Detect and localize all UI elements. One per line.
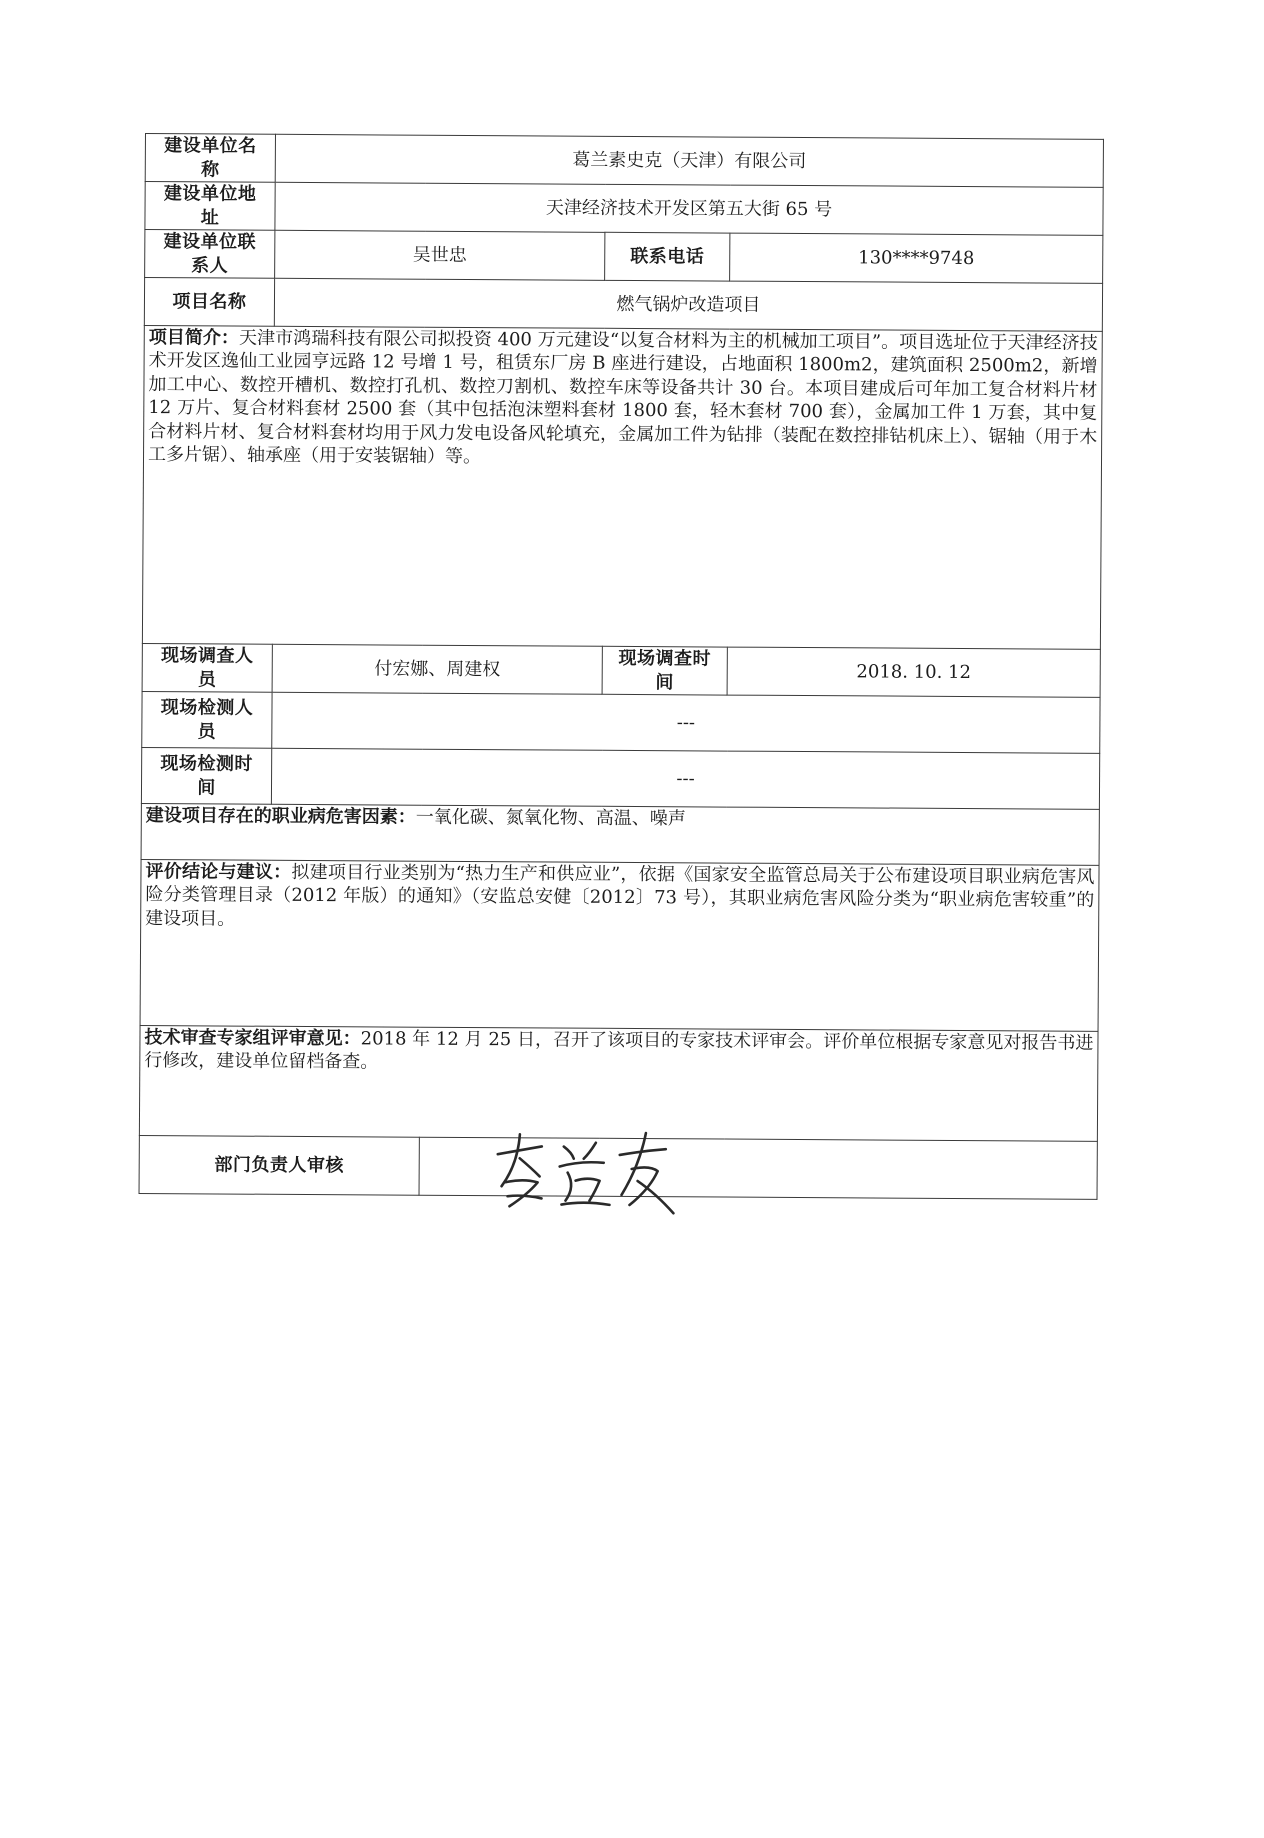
review-text: 2018 年 12 月 25 日，召开了该项目的专家技术评审会。评价单位根据专家意见对报告书进行修改，建设单位留档备查。 [144, 1028, 1094, 1073]
approval-label: 部门负责人审核 [139, 1135, 419, 1195]
review-label: 技术审查专家组评审意见： [144, 1027, 361, 1050]
row-approval [139, 1135, 1097, 1199]
survey-time-label: 现场调查时间 [602, 646, 727, 695]
detect-time-label: 现场检测时间 [141, 747, 271, 804]
conclusion-text: 拟建项目行业类别为“热力生产和供应业”，依据《国家安全监管总局关于公布建设项目职业病危害风险分类管理目录（2012 年版）的通知》（安监总安健〔2012〕73 号），其职业病危害风险分类为“职业病危害较重”的建设项目。 [145, 861, 1095, 930]
intro-text: 天津市鸿瑞科技有限公司拟投资 400 万元建设“以复合材料为主的机械加工项目”。项目选址位于天津经济技术开发区逸仙工业园亨远路 12 号增 1 号，租赁东厂房 B 座进行建设，占地面积 1800m2，建筑面积 2500m2，新增加工中心、数控开槽机、数控打孔机、数控刀割机、数控车床等设备共计 30 台。本项目建成后可年加工复合材料片材 12 万片、复合材料套材 2500 套（其中包括泡沫塑料套材 1800 套，轻木套材 700 套），金属加工件 1 万套，其中复合材料片材、复合材料套材均用于风力发电设备风轮填充，金属加工件为钻排（装配在数控排钻机床上）、锯轴（用于木工多片锯）、轴承座（用于安装锯轴）等。 [147, 327, 1098, 468]
conclusion-label: 评价结论与建议： [145, 861, 292, 883]
form-sheet [139, 133, 1103, 1200]
row-unit-address [145, 182, 1103, 236]
signature-cell [419, 1137, 1097, 1199]
phone-value: 130****9748 [730, 233, 1103, 283]
row-conclusion [140, 859, 1099, 1031]
intro-label: 项目简介： [148, 327, 240, 349]
project-info-table [139, 133, 1104, 1200]
project-name-label: 项目名称 [144, 278, 274, 327]
project-name-value: 燃气锅炉改造项目 [274, 278, 1102, 331]
hazards-cell [141, 803, 1099, 865]
row-detect-staff [142, 691, 1100, 753]
handwritten-signature [479, 1124, 680, 1215]
intro-cell [142, 325, 1102, 649]
unit-name-label: 建设单位名称 [145, 134, 275, 183]
unit-address-label: 建设单位地址 [145, 182, 275, 231]
detect-staff-label: 现场检测人员 [142, 691, 272, 748]
conclusion-cell [140, 859, 1099, 1031]
detect-staff-value: --- [272, 692, 1100, 753]
unit-name-value: 葛兰素史克（天津）有限公司 [275, 134, 1103, 187]
unit-address-value: 天津经济技术开发区第五大街 65 号 [275, 182, 1103, 235]
row-intro [142, 325, 1102, 649]
contact-label: 建设单位联系人 [145, 230, 275, 279]
row-survey [142, 643, 1100, 697]
row-project-name [144, 278, 1102, 332]
contact-value: 吴世忠 [275, 230, 605, 280]
survey-staff-label: 现场调查人员 [142, 643, 272, 692]
row-detect-time [141, 747, 1099, 809]
detect-time-value: --- [271, 748, 1099, 809]
row-contact [145, 230, 1103, 284]
phone-label: 联系电话 [605, 232, 730, 281]
survey-staff-value: 付宏娜、周建权 [272, 644, 602, 694]
hazards-text: 一氧化碳、氮氧化物、高温、噪声 [415, 806, 686, 830]
hazards-label: 建设项目存在的职业病危害因素： [145, 805, 416, 828]
survey-time-value: 2018. 10. 12 [727, 647, 1100, 697]
row-unit-name [145, 134, 1103, 188]
row-hazards [141, 803, 1099, 865]
